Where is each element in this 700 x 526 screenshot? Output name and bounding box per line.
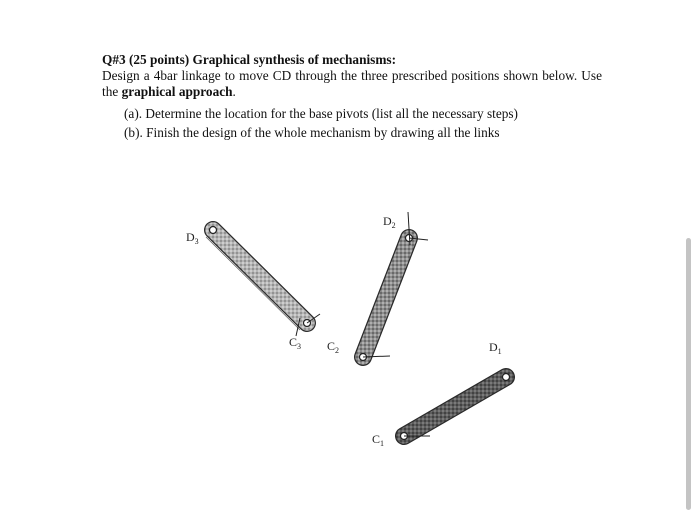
label-c2: $C_2$ bbox=[327, 339, 340, 355]
label-d3: $D_3$ bbox=[186, 230, 199, 246]
body-text-bold: graphical approach bbox=[121, 84, 233, 99]
pivot-d3 bbox=[210, 227, 217, 234]
part-b: (b). Finish the design of the whole mechanism by drawing all the links bbox=[124, 125, 500, 140]
body-text-end: . bbox=[232, 84, 236, 99]
label-c3: $C_3$ bbox=[289, 335, 302, 351]
part-a: (a). Determine the location for the base pivots (list all the necessary steps) bbox=[124, 106, 518, 121]
label-d2: $D_2$ bbox=[383, 214, 396, 230]
body-text-start: Design a 4bar linkage to move CD through the three prescribed positions shown below. Use the bbox=[102, 68, 602, 99]
pivot-d1 bbox=[503, 374, 510, 381]
link-position-3 bbox=[206, 227, 320, 337]
dimension-line-3 bbox=[206, 237, 300, 330]
link-position-2 bbox=[360, 212, 429, 361]
question-title: Q#3 (25 points) Graphical synthesis of mechanisms: bbox=[102, 52, 397, 67]
label-c1: $C_1$ bbox=[372, 432, 385, 448]
link-position-1 bbox=[401, 374, 510, 440]
scrollbar[interactable] bbox=[686, 238, 691, 510]
label-d1: $D_1$ bbox=[489, 340, 502, 356]
